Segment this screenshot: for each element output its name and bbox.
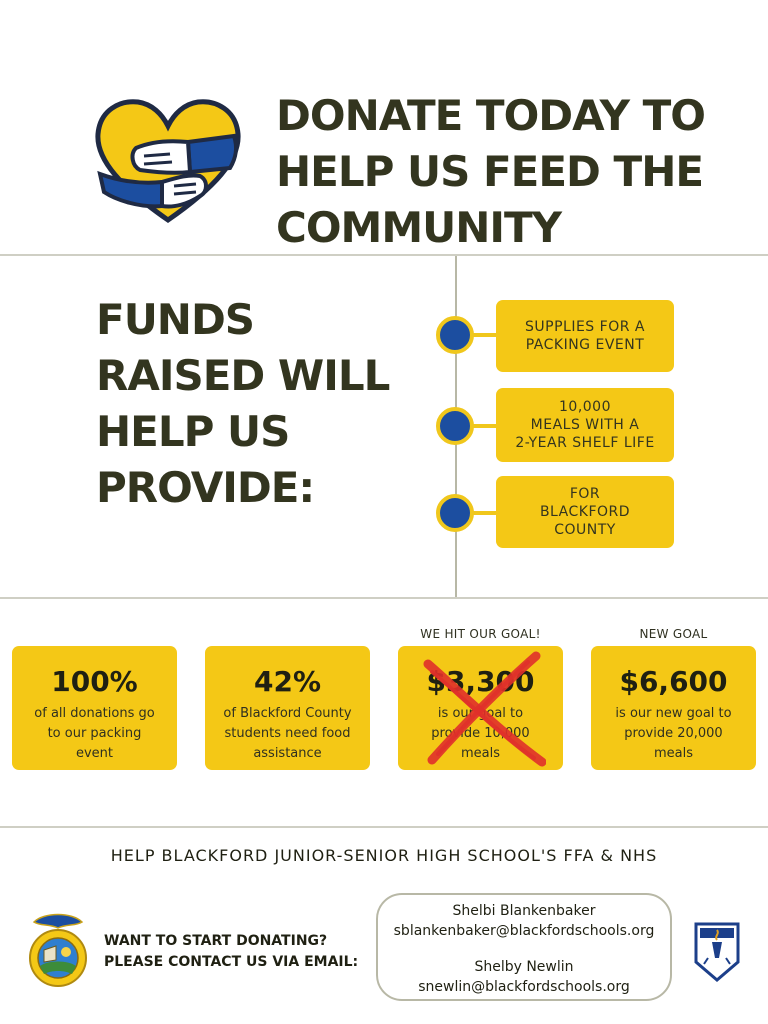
divider <box>0 597 768 599</box>
stat-card-students: 42% of Blackford County students need food assistance <box>205 646 370 770</box>
contact-email-link[interactable]: snewlin@blackfordschools.org <box>418 979 630 995</box>
stat-card-old-goal: $3,300 is our goal to provide 10,000 meals <box>398 646 563 770</box>
stat-label-new-goal: NEW GOAL <box>639 627 708 641</box>
page-title: DONATE TODAY TO HELP US FEED THE COMMUNITY <box>276 91 706 252</box>
divider <box>0 254 768 256</box>
stat-card-donations: 100% of all donations go to our packing event <box>12 646 177 770</box>
heart-hug-icon <box>92 96 244 226</box>
ffa-emblem-icon <box>26 910 90 992</box>
contact-name: Shelby Newlin <box>474 959 574 975</box>
help-banner: HELP BLACKFORD JUNIOR-SENIOR HIGH SCHOOL'S FFA & NHS <box>110 846 658 865</box>
funds-heading: FUNDS RAISED WILL HELP US PROVIDE: <box>96 295 390 512</box>
divider <box>0 826 768 828</box>
provide-item-meals: 10,000 MEALS WITH A 2-YEAR SHELF LIFE <box>496 388 674 462</box>
contact-email-link[interactable]: sblankenbaker@blackfordschools.org <box>393 923 655 939</box>
contact-box <box>376 893 672 1001</box>
timeline-pin-icon <box>436 316 474 354</box>
stat-label-goal-hit: WE HIT OUR GOAL! <box>420 627 541 641</box>
timeline-pin-icon <box>436 407 474 445</box>
contact-name: Shelbi Blankenbaker <box>452 903 596 919</box>
provide-item-county: FOR BLACKFORD COUNTY <box>496 476 674 548</box>
stat-card-new-goal: $6,600 is our new goal to provide 20,000 meals <box>591 646 756 770</box>
timeline-pin-icon <box>436 494 474 532</box>
contact-prompt: WANT TO START DONATING? PLEASE CONTACT US VIA EMAIL: <box>104 933 359 970</box>
nhs-emblem-icon <box>692 918 742 984</box>
provide-item-supplies: SUPPLIES FOR A PACKING EVENT <box>496 300 674 372</box>
